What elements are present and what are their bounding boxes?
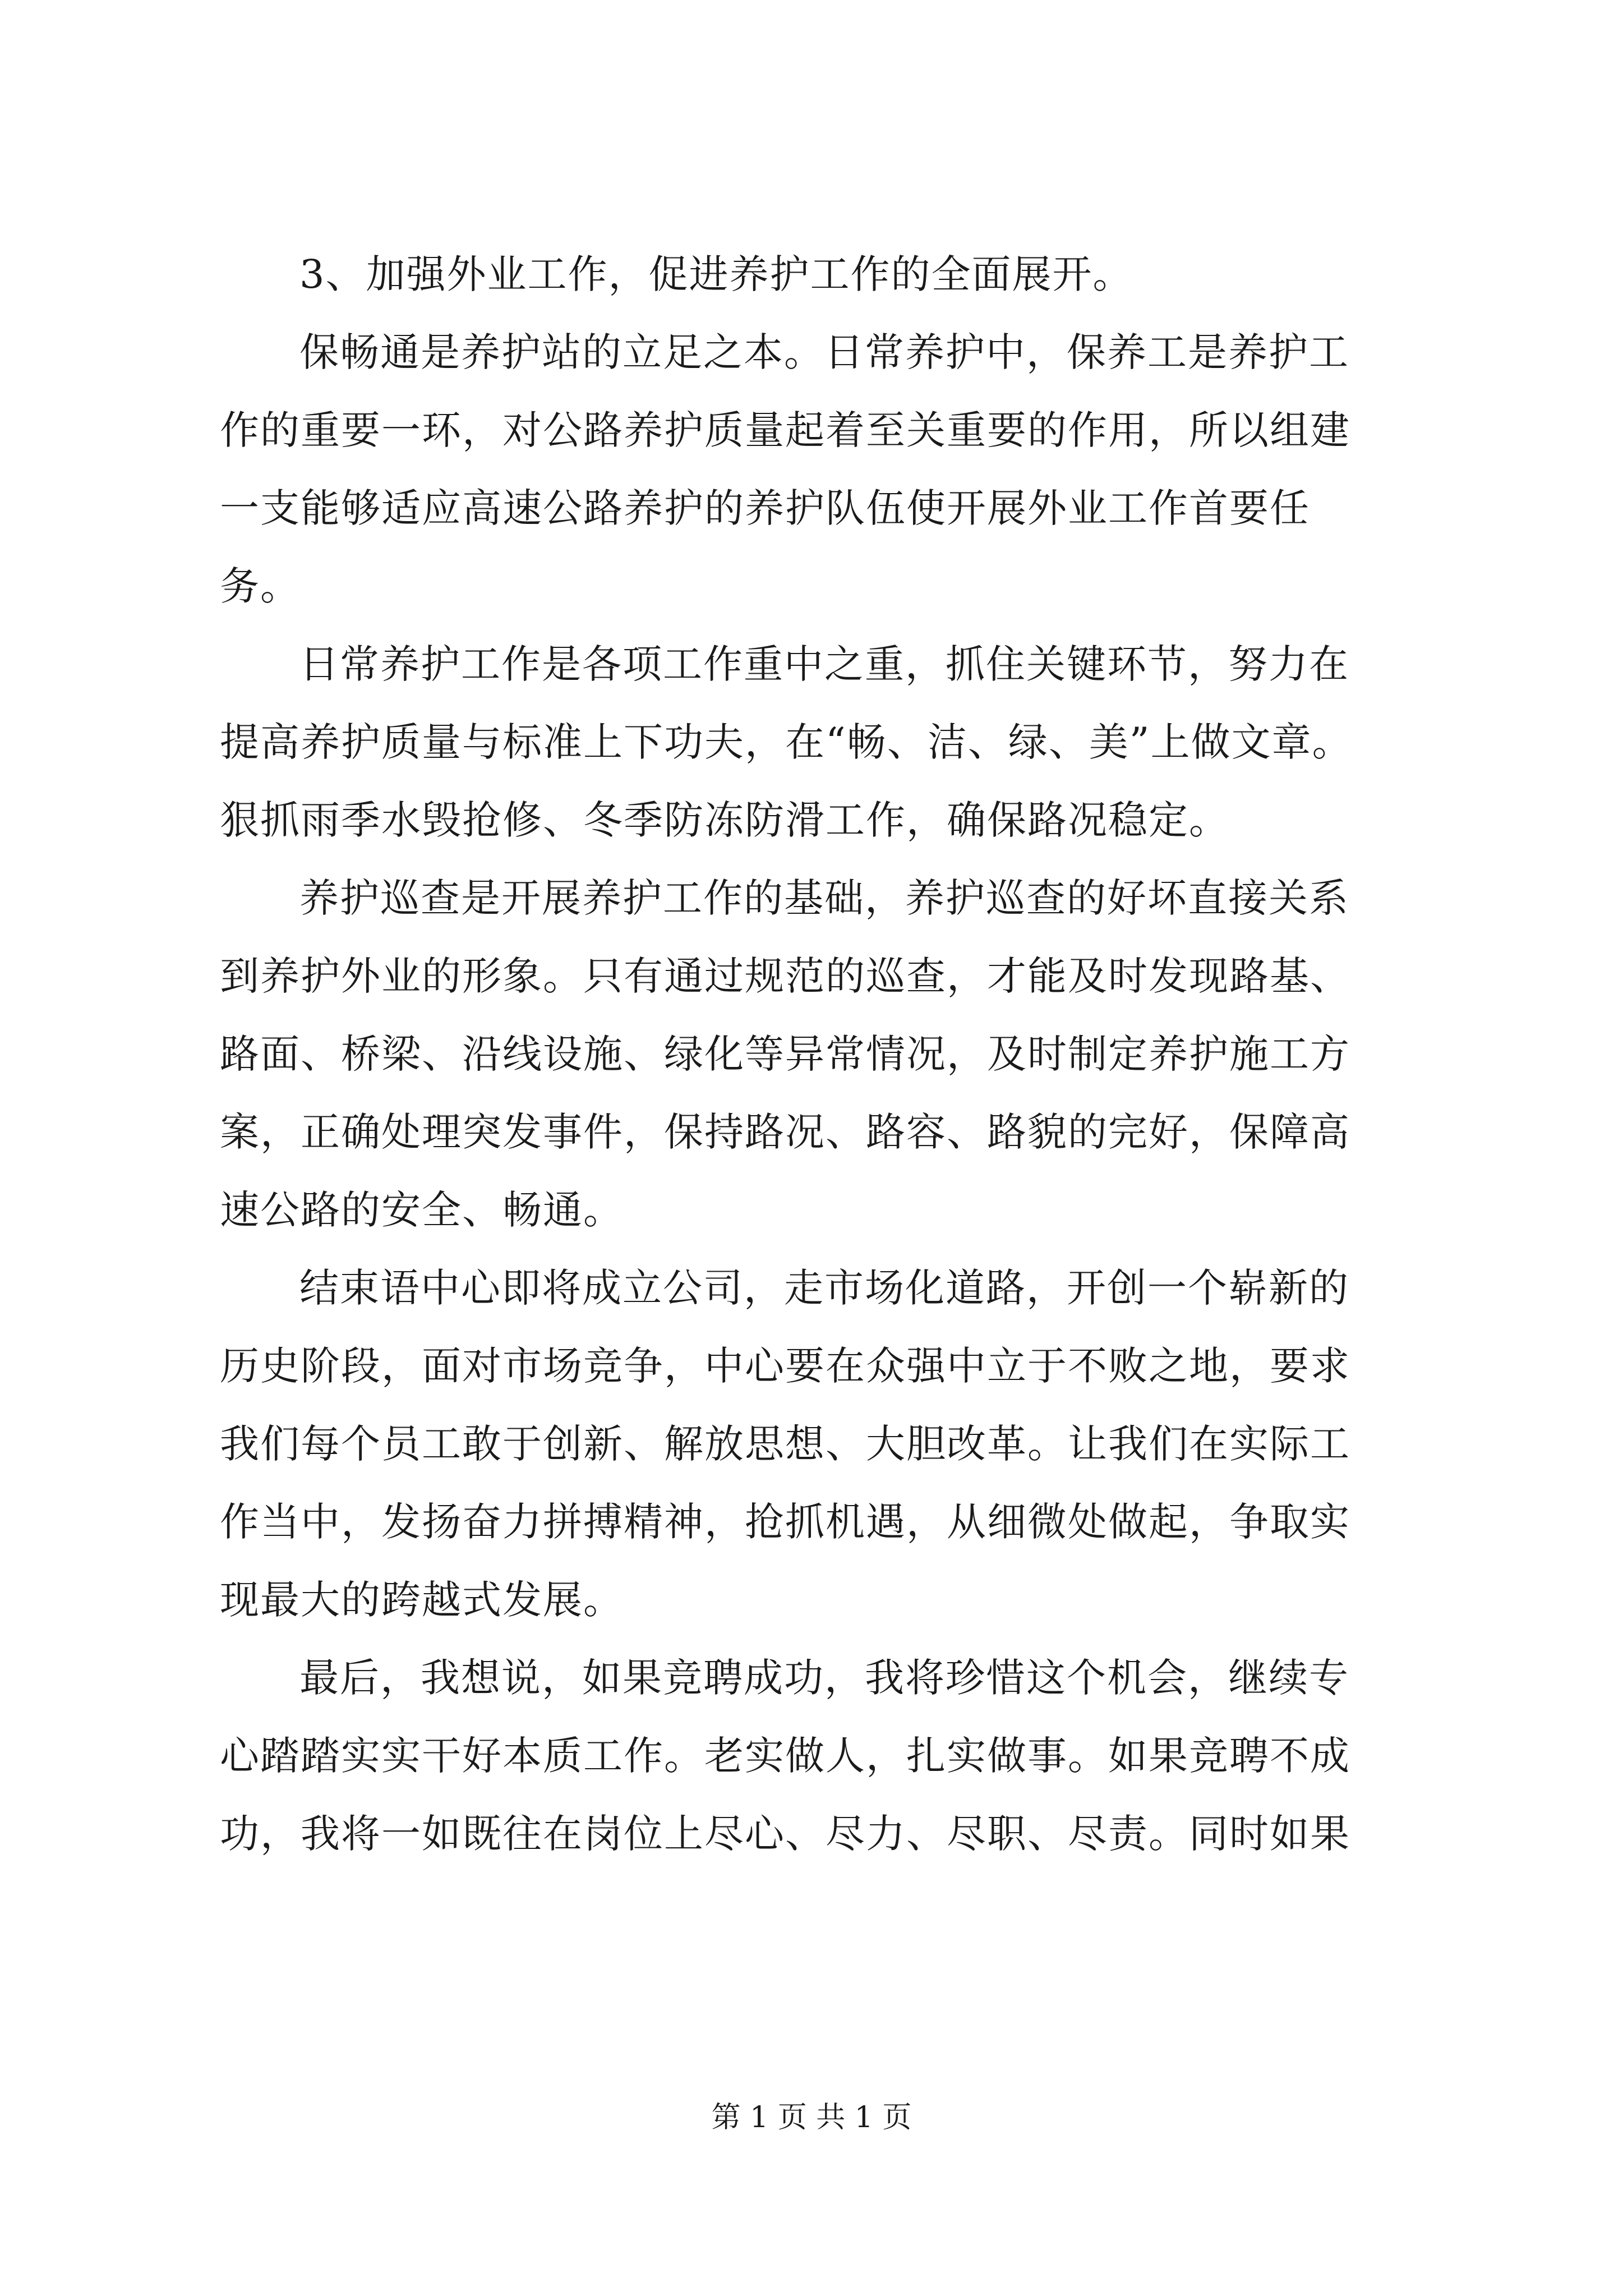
paragraph	[220, 1639, 1420, 1873]
paragraph-line: 一支能够适应高速公路养护的养护队伍使开展外业工作首要任	[220, 485, 1310, 531]
paragraph	[220, 236, 1420, 314]
paragraph-line: 路面、桥梁、沿线设施、绿化等异常情况，及时制定养护施工方	[220, 1031, 1350, 1077]
paragraph-line: 到养护外业的形象。只有通过规范的巡查，才能及时发现路基、	[220, 953, 1350, 999]
paragraph	[220, 859, 1420, 1249]
paragraph	[220, 625, 1420, 859]
paragraph-line: 作当中，发扬奋力拼搏精神，抢抓机遇，从细微处做起，争取实	[220, 1499, 1350, 1545]
paragraph-line: 务。	[220, 563, 301, 609]
paragraph	[220, 314, 1420, 625]
paragraph-line: 狠抓雨季水毁抢修、冬季防冻防滑工作，确保路况稳定。	[220, 797, 1229, 843]
paragraph-line: 现最大的跨越式发展。	[220, 1577, 624, 1623]
paragraph-line: 结束语中心即将成立公司，走市场化道路，开创一个崭新的	[299, 1265, 1349, 1311]
page-footer: 第 1 页 共 1 页	[711, 2101, 912, 2134]
paragraph	[220, 1249, 1420, 1639]
paragraph-line: 日常养护工作是各项工作重中之重，抓住关键环节，努力在	[299, 641, 1349, 687]
paragraph-line: 最后，我想说，如果竞聘成功，我将珍惜这个机会，继续专	[299, 1655, 1349, 1701]
paragraph-line: 案，正确处理突发事件，保持路况、路容、路貌的完好，保障高	[220, 1109, 1350, 1155]
paragraph-line: 保畅通是养护站的立足之本。日常养护中，保养工是养护工	[299, 329, 1349, 375]
document-body	[220, 236, 1420, 1873]
paragraph-line: 历史阶段，面对市场竞争，中心要在众强中立于不败之地，要求	[220, 1343, 1350, 1389]
paragraph-line: 心踏踏实实干好本质工作。老实做人，扎实做事。如果竞聘不成	[220, 1733, 1350, 1779]
paragraph-line: 速公路的安全、畅通。	[220, 1187, 624, 1233]
paragraph-line: 作的重要一环，对公路养护质量起着至关重要的作用，所以组建	[220, 407, 1350, 453]
paragraph-line: 功，我将一如既往在岗位上尽心、尽力、尽职、尽责。同时如果	[220, 1811, 1350, 1857]
paragraph-line: 提高养护质量与标准上下功夫，在“畅、洁、绿、美”上做文章。	[220, 719, 1353, 765]
paragraph-line: 养护巡查是开展养护工作的基础，养护巡查的好坏直接关系	[299, 875, 1349, 921]
paragraph-line: 3、加强外业工作，促进养护工作的全面展开。	[299, 251, 1133, 297]
paragraph-line: 我们每个员工敢于创新、解放思想、大胆改革。让我们在实际工	[220, 1421, 1350, 1467]
